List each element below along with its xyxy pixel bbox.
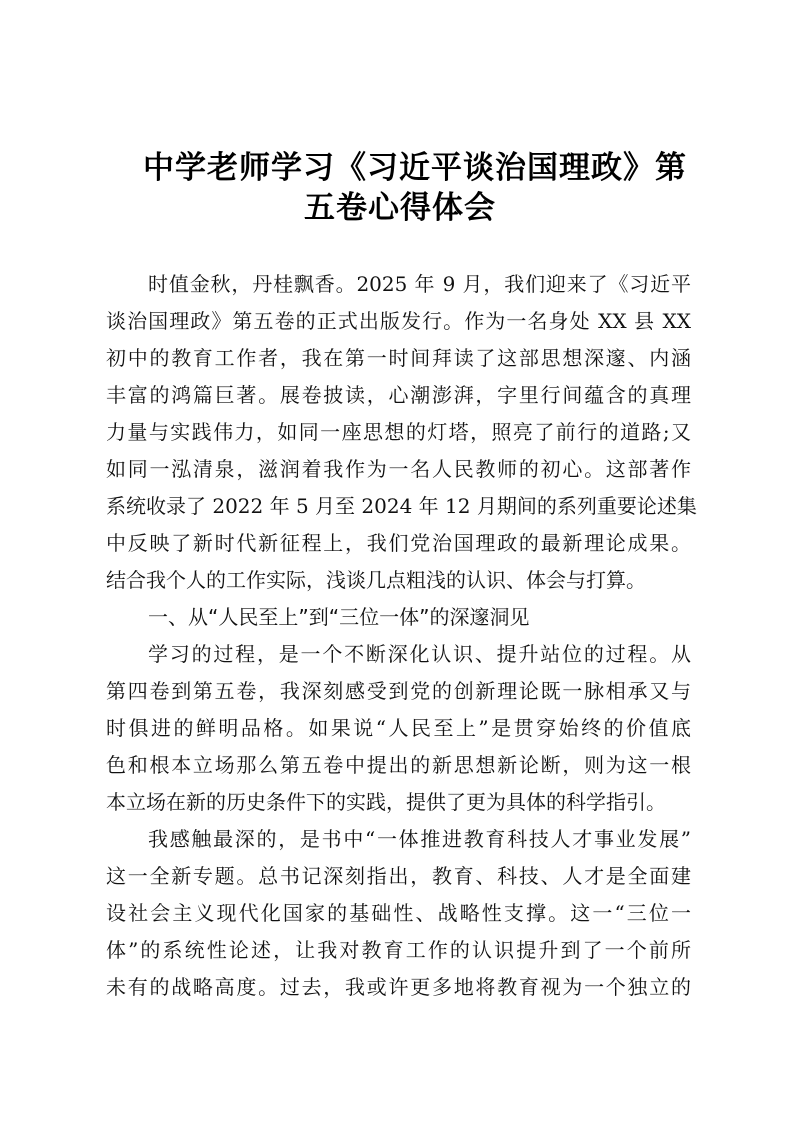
text-line: 色和根本立场那么第五卷中提出的新思想新论断，则为这一根 xyxy=(106,753,691,777)
paragraph-intro xyxy=(106,266,697,599)
text-line: 结合我个人的工作实际，浅谈几点粗浅的认识、体会与打算。 xyxy=(106,568,646,592)
text-line: 未有的战略高度。过去，我或许更多地将教育视为一个独立的 xyxy=(106,975,691,999)
text-line: 时值金秋，丹桂飘香。2025 年 9 月，我们迎来了《习近平 xyxy=(148,272,691,296)
paragraph-three-in-one xyxy=(106,821,691,1006)
text-line: 学习的过程，是一个不断深化认识、提升站位的过程。从 xyxy=(148,642,691,666)
text-line: 时俱进的鲜明品格。如果说“人民至上”是贯穿始终的价值底 xyxy=(106,716,691,740)
document-title xyxy=(100,148,700,228)
section-heading-1 xyxy=(106,599,691,636)
text-line: 中反映了新时代新征程上，我们党治国理政的最新理论成果。 xyxy=(106,531,691,555)
text-line: 体”的系统性论述，让我对教育工作的认识提升到了一个前所 xyxy=(106,938,691,962)
text-line: 系统收录了 2022 年 5 月至 2024 年 12 月期间的系列重要论述集 xyxy=(106,494,697,518)
text-line: 谈治国理政》第五卷的正式出版发行。作为一名身处 XX 县 XX xyxy=(106,309,691,333)
text-line: 本立场在新的历史条件下的实践，提供了更为具体的科学指引。 xyxy=(106,790,666,814)
text-line: 初中的教育工作者，我在第一时间拜读了这部思想深邃、内涵 xyxy=(106,346,691,370)
title-line-2: 五卷心得体会 xyxy=(304,190,496,226)
text-line: 第四卷到第五卷，我深刻感受到党的创新理论既一脉相承又与 xyxy=(106,679,691,703)
title-line-1: 中学老师学习《习近平谈治国理政》第 xyxy=(143,150,687,186)
text-line: 我感触最深的，是书中“一体推进教育科技人才事业发展” xyxy=(148,827,691,851)
text-line: 丰富的鸿篇巨著。展卷披读，心潮澎湃，字里行间蕴含的真理 xyxy=(106,383,691,407)
text-line: 这一全新专题。总书记深刻指出，教育、科技、人才是全面建 xyxy=(106,864,691,888)
paragraph-learning-process xyxy=(106,636,691,821)
text-line: 设社会主义现代化国家的基础性、战略性支撑。这一“三位一 xyxy=(106,901,691,925)
section-heading: 一、从“人民至上”到“三位一体”的深邃洞见 xyxy=(148,605,530,629)
text-line: 力量与实践伟力，如同一座思想的灯塔，照亮了前行的道路;又 xyxy=(106,420,691,444)
text-line: 如同一泓清泉，滋润着我作为一名人民教师的初心。这部著作 xyxy=(106,457,691,481)
document-body xyxy=(106,266,697,1006)
